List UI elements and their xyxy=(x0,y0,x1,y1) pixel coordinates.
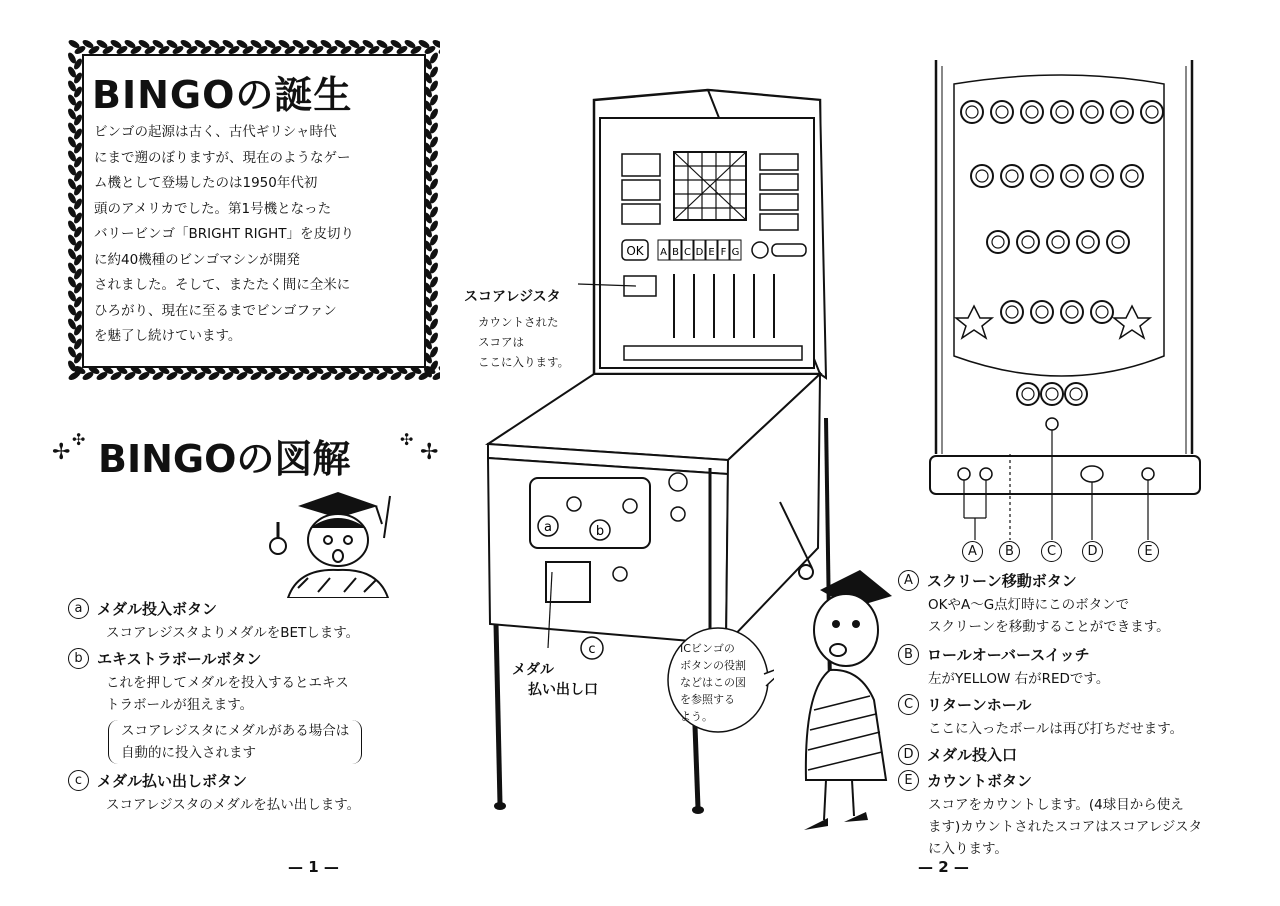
item-c-desc: スコアレジスタのメダルを払い出します。 xyxy=(106,797,361,813)
bumper-inner xyxy=(1112,236,1124,248)
professor-illustration xyxy=(258,488,398,598)
speech-line: などはこの図 xyxy=(680,676,746,689)
item-a-label: メダル投入ボタン xyxy=(97,600,218,618)
bumper-inner xyxy=(1066,306,1078,318)
score-register-desc-line: ここに入ります。 xyxy=(478,355,570,369)
mark-A-bottom: A xyxy=(962,540,983,562)
origin-body xyxy=(94,120,406,350)
item-B-desc: 左がYELLOW 右がREDです。 xyxy=(928,671,1110,687)
item-b-note-line: スコアレジスタにメダルがある場合は xyxy=(121,723,350,739)
score-register-desc xyxy=(478,312,569,372)
bumper-inner xyxy=(1096,306,1108,318)
item-b-heading xyxy=(68,648,261,669)
item-D-label: メダル投入口 xyxy=(927,746,1018,764)
bumper-inner xyxy=(996,106,1008,118)
item-B-heading: B ロールオーバースイッチ xyxy=(898,644,1090,665)
letter-label: B xyxy=(672,247,679,258)
origin-line: ム機として登場したのは1950年代初 xyxy=(94,175,318,191)
origin-line: バリービンゴ「BRIGHT RIGHT」を皮切り xyxy=(94,226,354,242)
bumper-inner xyxy=(1022,388,1034,400)
letter-label: G xyxy=(731,247,740,258)
item-B-label: ロールオーバースイッチ xyxy=(927,646,1090,664)
page-number-2: — 2 — xyxy=(918,858,969,876)
letter-label: C xyxy=(684,247,691,258)
mark-a: a xyxy=(68,598,89,619)
letter-label: D xyxy=(695,247,704,258)
sparkle-icon: ✣ xyxy=(72,430,86,449)
score-register-label: スコアレジスタ xyxy=(464,289,561,305)
mark-C-bottom: C xyxy=(1041,540,1062,562)
origin-line: にまで遡のぼりますが、現在のようなゲー xyxy=(94,149,351,166)
item-C-desc: ここに入ったボールは再び打ちだせます。 xyxy=(928,721,1184,737)
ok-label: OK xyxy=(626,244,644,258)
bumper-inner xyxy=(1006,170,1018,182)
item-E-desc: スコアをカウントします。(4球目から使え ます)カウントされたスコアはスコアレジスタ に入ります。 xyxy=(928,797,1202,857)
origin-line: に約40機種のビンゴマシンが開発 xyxy=(94,251,300,268)
origin-line: されました。そして、またたく間に全米に xyxy=(94,277,351,293)
item-b-note xyxy=(108,720,362,764)
item-b-note-line: 自動的に投入されます xyxy=(121,745,256,761)
bumper-inner xyxy=(1066,170,1078,182)
speech-bubble-text xyxy=(680,640,746,725)
origin-line: ビンゴの起源は古く、古代ギリシャ時代 xyxy=(94,124,337,140)
professor-large-illustration xyxy=(770,500,900,840)
panel-mark-c: c xyxy=(588,642,596,657)
item-b-desc xyxy=(106,672,349,716)
mark-c: c xyxy=(68,770,89,791)
letter-label: A xyxy=(660,247,667,258)
bumper-inner xyxy=(1116,106,1128,118)
bumper-inner xyxy=(992,236,1004,248)
panel-mark-b: b xyxy=(595,524,605,539)
medal-exit-line: 払い出し口 xyxy=(528,682,598,698)
mark-b: b xyxy=(68,648,89,669)
item-D-heading: D メダル投入口 xyxy=(898,744,1017,765)
bumper-inner xyxy=(1070,388,1082,400)
score-register-desc-line: スコアは xyxy=(478,335,524,349)
mark-B-bottom: B xyxy=(999,540,1020,562)
bumper-inner xyxy=(1022,236,1034,248)
panel-mark-a: a xyxy=(544,520,552,535)
mark-E-bottom: E xyxy=(1138,540,1159,562)
item-A-heading: A スクリーン移動ボタン xyxy=(898,570,1077,591)
item-E-heading: E カウントボタン xyxy=(898,770,1032,791)
playfield-diagram xyxy=(924,56,1214,576)
bumper-inner xyxy=(966,106,978,118)
score-register-desc-line: カウントされた xyxy=(478,315,559,329)
bumper-inner xyxy=(1082,236,1094,248)
bumper-inner xyxy=(1036,306,1048,318)
origin-line: を魅了し続けています。 xyxy=(94,328,242,344)
bumper-inner xyxy=(976,170,988,182)
speech-line: よう。 xyxy=(680,710,713,723)
letter-label: F xyxy=(720,247,727,258)
bumper-inner xyxy=(1036,170,1048,182)
bumper-inner xyxy=(1006,306,1018,318)
origin-line: 頭のアメリカでした。第1号機となった xyxy=(94,200,332,217)
origin-title: BINGOの誕生 xyxy=(92,73,353,117)
bumper-inner xyxy=(1146,106,1158,118)
page-number-1: — 1 — xyxy=(288,858,339,876)
mark-D-bottom: D xyxy=(1082,540,1103,562)
bumper-inner xyxy=(1052,236,1064,248)
item-b-desc-line: これを押してメダルを投入するとエキス xyxy=(106,675,349,691)
bumper-inner xyxy=(1096,170,1108,182)
origin-title-box xyxy=(66,38,440,382)
item-a-heading xyxy=(68,598,217,619)
medal-exit-label xyxy=(512,660,598,700)
speech-line: ボタンの役割 xyxy=(680,659,746,672)
medal-exit-line: メダル xyxy=(512,662,554,678)
speech-line: ICビンゴの xyxy=(680,642,735,655)
item-C-heading: C リターンホール xyxy=(898,694,1031,715)
bumper-inner xyxy=(1046,388,1058,400)
item-C-label: リターンホール xyxy=(927,696,1032,714)
item-b-label: エキストラボールボタン xyxy=(97,650,262,668)
item-c-heading xyxy=(68,770,247,791)
diagram-title: BINGOの図解 xyxy=(98,437,351,481)
speech-line: を参照する xyxy=(680,693,735,706)
item-A-label: スクリーン移動ボタン xyxy=(927,572,1077,590)
bumper-inner xyxy=(1086,106,1098,118)
bumper-inner xyxy=(1056,106,1068,118)
item-b-desc-line: トラボールが狙えます。 xyxy=(106,697,254,713)
item-c-label: メダル払い出しボタン xyxy=(97,772,248,790)
item-a-desc: スコアレジスタよりメダルをBETします。 xyxy=(106,625,360,641)
item-A-desc: OKやA〜G点灯時にこのボタンで スクリーンを移動することができます。 xyxy=(928,597,1170,635)
origin-line: ひろがり、現在に至るまでビンゴファン xyxy=(94,302,337,319)
sparkle-icon: ✣ xyxy=(400,430,414,449)
item-E-label: カウントボタン xyxy=(927,772,1033,790)
bumper-inner xyxy=(1026,106,1038,118)
sparkle-icon: ✢ xyxy=(52,440,71,465)
bumper-inner xyxy=(1126,170,1138,182)
letter-label: E xyxy=(708,247,715,258)
sparkle-icon: ✢ xyxy=(420,440,439,465)
